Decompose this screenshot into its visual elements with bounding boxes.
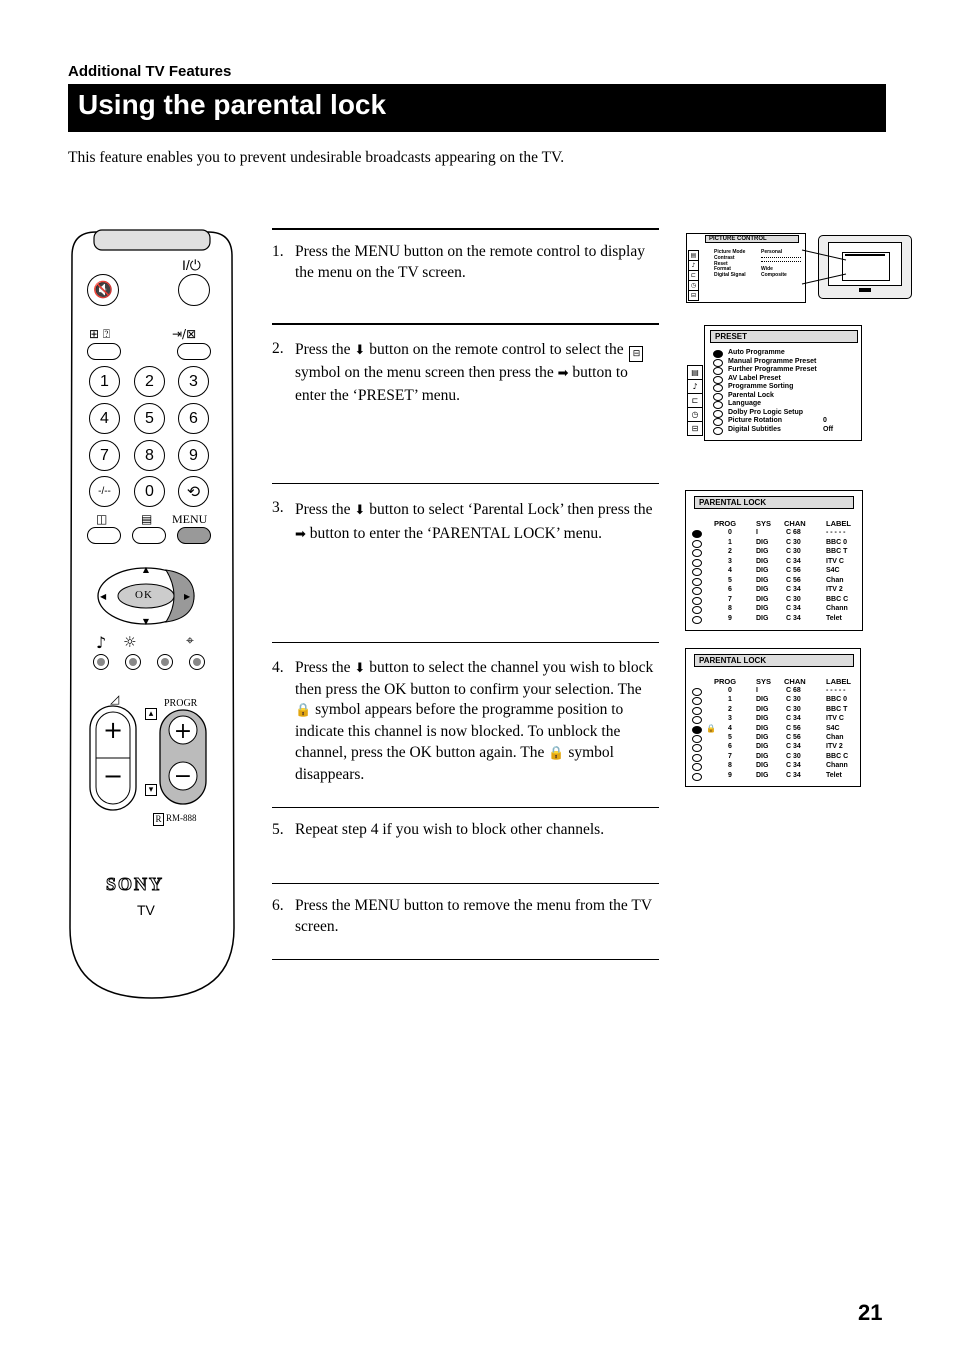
- row-bullet: [692, 688, 702, 696]
- sound-mode-icon: ♪: [96, 633, 107, 652]
- power-button[interactable]: [178, 274, 210, 306]
- table-cell[interactable]: C 56: [786, 734, 801, 741]
- row-bullet: [692, 568, 702, 576]
- table-cell[interactable]: 5: [728, 576, 732, 584]
- row-bullet: [692, 578, 702, 586]
- table-cell[interactable]: C 34: [786, 715, 801, 723]
- table-cell[interactable]: 6: [728, 586, 732, 593]
- table-cell[interactable]: DIG: [756, 576, 769, 584]
- row-bullet: [692, 597, 702, 605]
- row-bullet: [692, 754, 702, 762]
- arrow-right-icon: ➡: [295, 527, 306, 542]
- title-bar: [68, 84, 886, 132]
- table-cell[interactable]: DIG: [756, 614, 769, 622]
- parental-lock-screen-2: [685, 648, 861, 787]
- table-cell[interactable]: BBC T: [826, 548, 848, 555]
- step-text: Press the: [295, 501, 351, 518]
- model-number: RM-888: [166, 813, 197, 823]
- table-cell[interactable]: C 30: [786, 705, 801, 713]
- table-cell[interactable]: DIG: [756, 605, 769, 612]
- tv-mode-button[interactable]: [87, 527, 121, 544]
- table-cell[interactable]: C 34: [786, 762, 801, 770]
- table-cell[interactable]: DIG: [756, 724, 769, 732]
- menu-item-value: Composite: [761, 272, 787, 279]
- divider: [272, 883, 659, 884]
- table-cell[interactable]: C 68: [786, 687, 801, 694]
- step-text: symbol appears before the programme position to indicate this channel is now blocked. To unblock the channel, press the OK button again. The: [295, 701, 624, 761]
- column-header: CHAN: [784, 677, 806, 686]
- preset-screen: [686, 325, 862, 441]
- tv-logo: [859, 288, 871, 292]
- table-cell[interactable]: 5: [728, 734, 732, 741]
- menu-item-label: Digital Signal: [714, 272, 746, 279]
- table-cell[interactable]: C 30: [786, 538, 801, 546]
- svg-text:+: +: [102, 716, 124, 744]
- table-cell[interactable]: C 68: [786, 529, 801, 536]
- menu-item-label[interactable]: Picture Rotation: [728, 417, 783, 424]
- lock-icon: 🔒: [548, 745, 565, 761]
- step-text: button to select the channel you wish to block then press the OK button to confirm your selection. The: [295, 659, 654, 698]
- preset-menu-icon: ⊟: [629, 346, 643, 362]
- digit-button[interactable]: 2: [134, 366, 165, 397]
- column-header: PROG: [714, 519, 737, 528]
- step-text: Press the MENU button on the remote control to display the menu on the TV screen.: [295, 243, 645, 281]
- row-bullet: [692, 744, 702, 752]
- step-number: 3.: [272, 499, 284, 516]
- row-bullet: [692, 530, 702, 538]
- volume-icon: ◿: [110, 692, 120, 706]
- menu-label: MENU: [172, 512, 208, 526]
- intro-text: This feature enables you to prevent undesirable broadcasts appearing on the TV.: [68, 149, 565, 166]
- teletext-icon: ▤: [141, 512, 153, 526]
- row-bullet: [692, 716, 702, 724]
- digit-button[interactable]: 9: [178, 440, 209, 471]
- table-cell[interactable]: DIG: [756, 548, 769, 555]
- table-cell[interactable]: Telet: [826, 614, 842, 622]
- table-cell[interactable]: DIG: [756, 586, 769, 593]
- menu-item-label: Contrast: [714, 254, 735, 261]
- row-bullet: [692, 587, 702, 595]
- menu-item-label: Reset: [714, 260, 728, 267]
- table-cell[interactable]: 9: [728, 771, 732, 779]
- table-cell[interactable]: DIG: [756, 557, 769, 565]
- screen-title: PARENTAL LOCK: [694, 496, 854, 509]
- picture-mode-button[interactable]: [125, 654, 141, 670]
- table-cell[interactable]: DIG: [756, 752, 769, 760]
- text-info-button[interactable]: [87, 343, 121, 360]
- column-header: LABEL: [826, 677, 851, 686]
- table-cell[interactable]: C 34: [786, 743, 801, 751]
- text-info-icon: ⊞ ⍰: [89, 327, 111, 341]
- position-icon: ⌖: [186, 633, 194, 649]
- digit-button[interactable]: 8: [134, 440, 165, 471]
- digit-button[interactable]: 4: [89, 403, 120, 434]
- svg-text:▲: ▲: [142, 566, 150, 574]
- digit-button[interactable]: 3: [178, 366, 209, 397]
- arrow-down-icon: ⬇: [354, 503, 366, 518]
- table-cell[interactable]: I: [756, 687, 758, 694]
- menu-bullet: [713, 427, 723, 435]
- contrast-slider: [761, 257, 801, 262]
- row-bullet: [692, 549, 702, 557]
- table-cell[interactable]: BBC 0: [826, 696, 848, 704]
- svg-text:−: −: [102, 762, 124, 790]
- preset-icon: ⊟: [688, 290, 699, 301]
- brand-logo: SONY: [106, 874, 165, 894]
- table-cell[interactable]: C 34: [786, 771, 801, 779]
- row-bullet: [692, 697, 702, 705]
- digit-button[interactable]: 0: [134, 476, 165, 507]
- menu-item-label[interactable]: Parental Lock: [728, 391, 774, 399]
- row-bullet: [692, 763, 702, 771]
- step-number: 1.: [272, 243, 284, 260]
- step-text: Press the: [295, 341, 351, 358]
- table-cell[interactable]: DIG: [756, 743, 769, 751]
- digit-button[interactable]: 1: [89, 366, 120, 397]
- menu-item-label: Format: [714, 266, 731, 273]
- menu-bullet: [713, 401, 723, 409]
- table-cell[interactable]: BBC C: [826, 752, 849, 760]
- row-bullet: [692, 616, 702, 624]
- menu-item-value: Wide: [761, 266, 773, 273]
- menu-button[interactable]: [177, 527, 211, 544]
- table-cell[interactable]: C 30: [786, 752, 801, 760]
- menu-item-label[interactable]: Manual Programme Preset: [728, 357, 817, 365]
- menu-item-label[interactable]: Language: [728, 400, 762, 407]
- table-cell[interactable]: - - - - -: [826, 529, 846, 536]
- table-cell[interactable]: 3: [728, 715, 732, 723]
- parental-lock-screen-1: [685, 490, 863, 631]
- row-bullet: [692, 540, 702, 548]
- callout-lines: [800, 248, 850, 288]
- svg-text:▼: ▼: [142, 617, 150, 626]
- menu-bullet: [713, 359, 723, 367]
- digit-button[interactable]: 5: [134, 403, 165, 434]
- column-header: SYS: [756, 519, 772, 528]
- table-cell[interactable]: I: [756, 529, 758, 536]
- digit-button[interactable]: -/--: [89, 476, 120, 507]
- page-title: Using the parental lock: [78, 89, 387, 120]
- step-text: button on the remote control to select the: [369, 341, 624, 358]
- step-text: symbol on the menu screen then press the: [295, 364, 554, 381]
- menu-bullet: [713, 350, 723, 358]
- menu-bullet: [713, 367, 723, 375]
- step-text: symbol disappears.: [295, 743, 614, 783]
- program-down-icon: ▾: [145, 784, 157, 796]
- preset-icon: ⊟: [687, 421, 703, 436]
- menu-bullet: [713, 418, 723, 426]
- table-cell[interactable]: C 56: [786, 724, 801, 732]
- progr-label: PROGR: [164, 698, 198, 709]
- menu-item-label[interactable]: Further Programme Preset: [728, 366, 817, 373]
- table-cell[interactable]: Chann: [826, 762, 848, 770]
- table-cell[interactable]: 7: [728, 752, 732, 760]
- step-text: Repeat step 4 if you wish to block other channels.: [295, 821, 605, 838]
- divider: [272, 228, 659, 230]
- lock-icon: 🔒: [295, 703, 312, 719]
- row-bullet: [692, 726, 702, 734]
- table-cell[interactable]: S4C: [826, 724, 840, 732]
- table-cell[interactable]: C 30: [786, 595, 801, 603]
- table-cell[interactable]: Telet: [826, 771, 842, 779]
- lock-icon: 🔒: [706, 723, 716, 733]
- digit-button[interactable]: 7: [89, 440, 120, 471]
- table-cell[interactable]: DIG: [756, 567, 769, 574]
- divider: [272, 807, 659, 808]
- screen-title: PICTURE CONTROL: [705, 235, 799, 243]
- step-text: button to enter the ‘PRESET’ menu.: [295, 364, 628, 404]
- input-select-button[interactable]: [177, 343, 211, 360]
- row-bullet: [692, 606, 702, 614]
- digit-button[interactable]: 6: [178, 403, 209, 434]
- menu-item-label[interactable]: Dolby Pro Logic Setup: [728, 408, 804, 416]
- table-cell[interactable]: C 34: [786, 586, 801, 593]
- menu-item-label[interactable]: Digital Subtitles: [728, 425, 781, 433]
- row-bullet: [692, 735, 702, 743]
- jump-button[interactable]: ⟲: [178, 476, 209, 507]
- step-number: 6.: [272, 897, 284, 914]
- table-cell[interactable]: 6: [728, 743, 732, 751]
- screen-title: PRESET: [710, 330, 858, 343]
- table-cell[interactable]: DIG: [756, 715, 769, 723]
- svg-text:+: +: [173, 719, 193, 744]
- teletext-button[interactable]: [132, 527, 166, 544]
- table-cell[interactable]: C 34: [786, 605, 801, 612]
- program-up-icon: ▴: [145, 708, 157, 720]
- row-bullet: [692, 773, 702, 781]
- menu-bullet: [713, 384, 723, 392]
- menu-item-label[interactable]: Programme Sorting: [728, 383, 794, 390]
- menu-bullet: [713, 410, 723, 418]
- table-cell[interactable]: 0: [728, 687, 732, 694]
- sound-mode-button[interactable]: [93, 654, 109, 670]
- table-cell[interactable]: Chann: [826, 605, 848, 612]
- step-number: 4.: [272, 659, 284, 676]
- table-cell[interactable]: DIG: [756, 538, 769, 546]
- table-cell[interactable]: DIG: [756, 705, 769, 713]
- section-heading: Additional TV Features: [68, 63, 232, 80]
- row-bullet: [692, 707, 702, 715]
- table-cell[interactable]: 1: [728, 696, 732, 704]
- table-cell[interactable]: C 30: [786, 696, 801, 704]
- table-cell[interactable]: S4C: [826, 567, 840, 574]
- table-cell[interactable]: C 56: [786, 567, 801, 574]
- svg-text:◀: ◀: [100, 592, 107, 601]
- picture-mode-icon: ☼: [123, 633, 137, 651]
- tv-label: TV: [137, 902, 155, 918]
- table-cell[interactable]: Chan: [826, 734, 844, 741]
- table-cell[interactable]: DIG: [756, 696, 769, 704]
- divider: [272, 483, 659, 484]
- features-icon: ⊏: [687, 393, 703, 408]
- table-cell[interactable]: 4: [728, 567, 732, 574]
- mute-button[interactable]: 🔇: [87, 274, 119, 306]
- menu-item-value: Personal: [761, 249, 783, 255]
- divider: [272, 642, 659, 643]
- table-cell[interactable]: DIG: [756, 595, 769, 603]
- picture-icon: ▤: [687, 365, 703, 380]
- menu-side-icons: [688, 250, 699, 300]
- table-cell[interactable]: DIG: [756, 771, 769, 779]
- menu-bullet: [713, 376, 723, 384]
- rocker-buttons[interactable]: [88, 704, 214, 816]
- arrow-down-icon: ⬇: [354, 661, 366, 676]
- table-cell[interactable]: 7: [728, 595, 732, 603]
- row-bullet: [692, 559, 702, 567]
- table-cell[interactable]: BBC C: [826, 595, 849, 603]
- menu-item-label: Picture Mode: [714, 249, 746, 255]
- table-cell[interactable]: 2: [728, 548, 732, 555]
- table-cell[interactable]: 8: [728, 762, 732, 770]
- table-cell[interactable]: 9: [728, 614, 732, 622]
- menu-bullet: [713, 393, 723, 401]
- table-cell[interactable]: ITV 2: [826, 586, 843, 593]
- table-cell[interactable]: C 34: [786, 614, 801, 622]
- table-cell[interactable]: DIG: [756, 762, 769, 770]
- table-cell[interactable]: 8: [728, 605, 732, 612]
- green-button[interactable]: [157, 654, 173, 670]
- picture-icon: ▤: [688, 250, 699, 261]
- ok-label: OK: [135, 589, 153, 601]
- menu-item-value: Off: [823, 425, 834, 433]
- features-icon: ⊏: [688, 270, 699, 281]
- arrow-right-icon: ➡: [557, 366, 569, 381]
- svg-text:−: −: [173, 764, 193, 789]
- table-cell[interactable]: C 34: [786, 557, 801, 565]
- timer-icon: ◷: [688, 280, 699, 291]
- column-header: CHAN: [784, 519, 806, 528]
- power-label: I/⏻: [182, 257, 201, 273]
- table-cell[interactable]: 2: [728, 705, 732, 713]
- table-cell[interactable]: ITV C: [826, 557, 844, 565]
- menu-item-label[interactable]: AV Label Preset: [728, 374, 781, 382]
- arrow-down-icon: ⬇: [354, 343, 366, 358]
- menu-item-value: 0: [823, 417, 827, 424]
- step-text: button to enter the ‘PARENTAL LOCK’ menu.: [309, 525, 602, 542]
- table-cell[interactable]: BBC T: [826, 705, 848, 713]
- table-cell[interactable]: DIG: [756, 734, 769, 741]
- step-text: Press the: [295, 659, 351, 676]
- table-cell[interactable]: 4: [728, 724, 732, 732]
- menu-side-icons: [687, 365, 703, 435]
- table-cell[interactable]: - - - - -: [826, 687, 846, 694]
- table-cell[interactable]: ITV 2: [826, 743, 843, 751]
- position-button[interactable]: [189, 654, 205, 670]
- screen-title: PARENTAL LOCK: [694, 654, 854, 667]
- step-number: 2.: [272, 340, 284, 357]
- table-cell[interactable]: BBC 0: [826, 538, 848, 546]
- step-number: 5.: [272, 821, 284, 838]
- column-header: SYS: [756, 677, 772, 686]
- divider: [272, 323, 659, 325]
- table-cell[interactable]: 3: [728, 557, 732, 565]
- step-text: button to select ‘Parental Lock’ then press the: [369, 501, 653, 518]
- page-number: 21: [858, 1300, 883, 1325]
- model-mark: R: [153, 813, 164, 826]
- sound-icon: ♪: [687, 379, 703, 394]
- table-cell[interactable]: Chan: [826, 576, 844, 584]
- table-cell[interactable]: C 30: [786, 548, 801, 555]
- column-header: PROG: [714, 677, 737, 686]
- svg-text:▶: ▶: [184, 592, 191, 601]
- sound-icon: ♪: [688, 260, 699, 271]
- table-cell[interactable]: ITV C: [826, 715, 844, 723]
- input-select-icon: ⇥/⊠: [172, 327, 197, 341]
- timer-icon: ◷: [687, 407, 703, 422]
- divider: [272, 959, 659, 960]
- table-cell[interactable]: C 56: [786, 576, 801, 584]
- picture-control-screen: [686, 233, 806, 303]
- table-cell[interactable]: 0: [728, 529, 732, 536]
- table-cell[interactable]: 1: [728, 538, 732, 546]
- step-text: Press the MENU button to remove the menu from the TV screen.: [295, 897, 652, 935]
- column-header: LABEL: [826, 519, 851, 528]
- menu-item-label[interactable]: Auto Programme: [728, 349, 785, 356]
- tv-mode-icon: ◫: [96, 512, 108, 526]
